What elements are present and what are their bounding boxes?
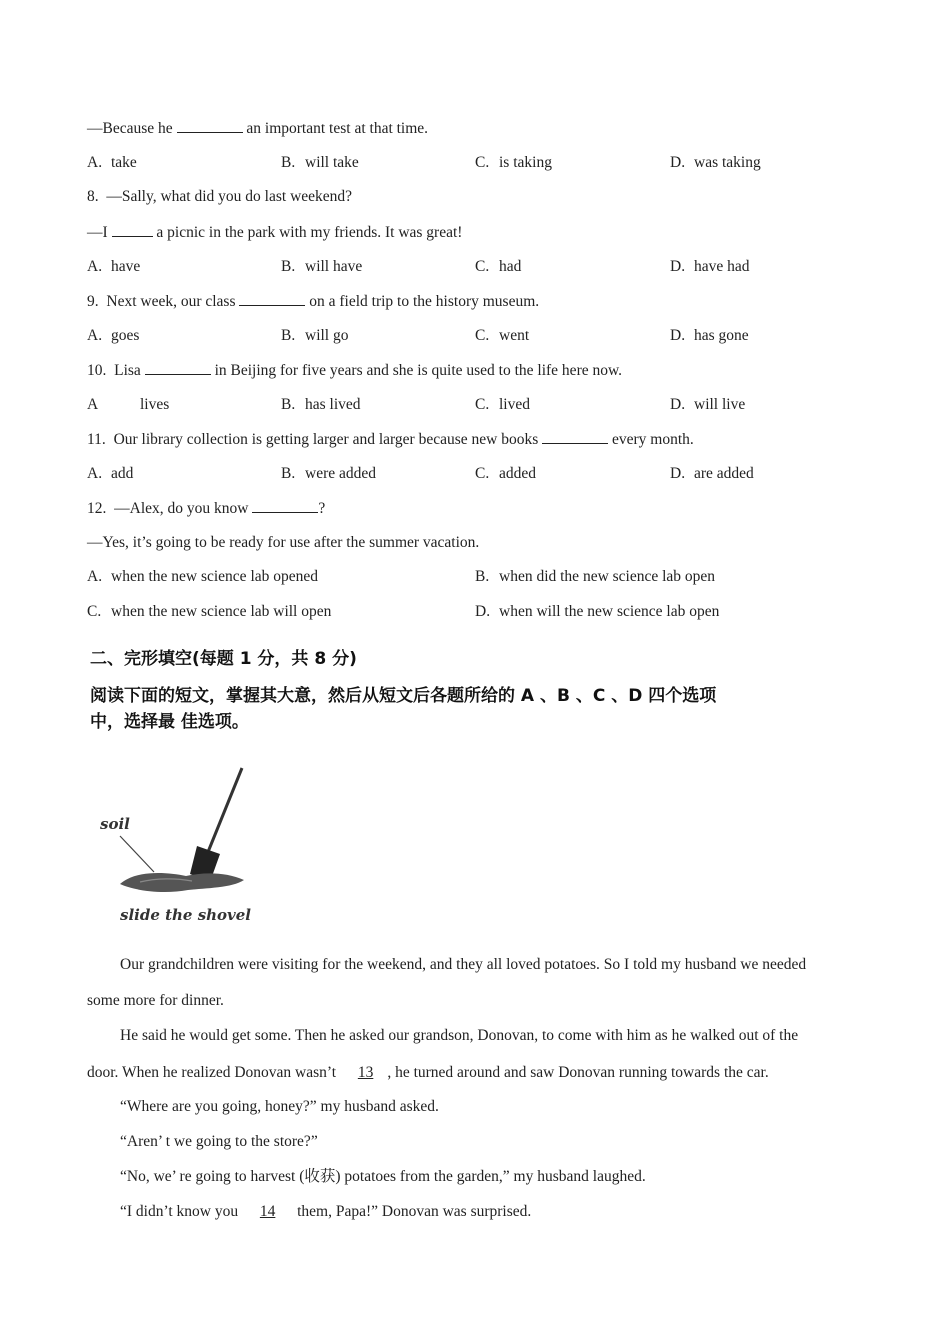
- q7-option-b: B. will take: [281, 154, 359, 171]
- passage-p1-line2: some more for dinner.: [87, 992, 224, 1009]
- answer-blank: [177, 118, 243, 133]
- q9-stem: 9. Next week, our class on a field trip to the history museum.: [87, 293, 540, 310]
- q10-option-b: B. has lived: [281, 396, 361, 413]
- q9-option-b: B. will go: [281, 327, 349, 344]
- q12-option-d: D. when will the new science lab open: [475, 603, 720, 620]
- q10-stem: 10. Lisa in Beijing for five years and she is quite used to the life here now.: [87, 362, 623, 379]
- figure-label-soil: soil: [100, 815, 130, 833]
- answer-blank: [542, 429, 608, 444]
- answer-blank: [112, 222, 153, 237]
- q11-stem: 11. Our library collection is getting larger and larger because new books every month.: [87, 431, 694, 448]
- q7-option-c: C. is taking: [475, 154, 552, 171]
- shovel-illustration: [96, 760, 256, 930]
- answer-blank: [239, 291, 305, 306]
- q9-option-a: A. goes: [87, 327, 140, 344]
- cloze-blank-13: 13: [357, 1064, 374, 1081]
- pointer-line: [120, 836, 154, 872]
- passage-p2-line2: door. When he realized Donovan wasn’t 13 , he turned around and saw Donovan running towards the car.: [87, 1064, 769, 1081]
- figure-caption: slide the shovel: [120, 906, 252, 924]
- passage-p6: “I didn’t know you 14 them, Papa!” Donovan was surprised.: [120, 1203, 532, 1220]
- q11-option-b: B. were added: [281, 465, 376, 482]
- q11-option-d: D. are added: [670, 465, 754, 482]
- q10-option-d: D. will live: [670, 396, 746, 413]
- passage-p5: “No, we’ re going to harvest (收获) potatoes from the garden,” my husband laughed.: [120, 1168, 646, 1185]
- q8-line2: —I a picnic in the park with my friends. It was great!: [87, 224, 463, 241]
- passage-p3: “Where are you going, honey?” my husband asked.: [120, 1098, 439, 1115]
- q12-option-c: C. when the new science lab will open: [87, 603, 332, 620]
- passage-p1-line1: Our grandchildren were visiting for the weekend, and they all loved potatoes. So I told my husband we needed: [120, 956, 807, 973]
- answer-blank: [252, 498, 318, 513]
- q8-option-a: A. have: [87, 258, 141, 275]
- q11-option-c: C. added: [475, 465, 537, 482]
- passage-p2-line1: He said he would get some. Then he asked our grandson, Donovan, to come with him as he walked out of the: [120, 1027, 799, 1044]
- answer-blank: [145, 360, 211, 375]
- q8-option-d: D. have had: [670, 258, 750, 275]
- section-instruction-line2: 中，选择最 佳选项。: [90, 712, 249, 732]
- q9-option-d: D. has gone: [670, 327, 749, 344]
- q7-option-d: D. was taking: [670, 154, 761, 171]
- q12-option-b: B. when did the new science lab open: [475, 568, 716, 585]
- q7-option-a: A. take: [87, 154, 137, 171]
- section-instruction-line1: 阅读下面的短文，掌握其大意，然后从短文后各题所给的 A 、B 、C 、D 四个选项: [90, 686, 717, 706]
- q8-option-c: C. had: [475, 258, 522, 275]
- q7-line2: —Because he an important test at that time.: [87, 120, 429, 137]
- cloze-blank-14: 14: [259, 1203, 276, 1220]
- shovel-handle: [208, 768, 242, 852]
- section-title: 二、完形填空(每题 1 分，共 8 分): [90, 649, 357, 669]
- q10-option-a: A lives: [87, 396, 170, 413]
- q12-stem: 12. —Alex, do you know ?: [87, 500, 326, 517]
- q8-option-b: B. will have: [281, 258, 363, 275]
- q10-option-c: C. lived: [475, 396, 530, 413]
- q9-option-c: C. went: [475, 327, 530, 344]
- q12-option-a: A. when the new science lab opened: [87, 568, 319, 585]
- q12-line2: —Yes, it’s going to be ready for use after the summer vacation.: [87, 534, 480, 551]
- passage-p4: “Aren’ t we going to the store?”: [120, 1133, 318, 1150]
- q11-option-a: A. add: [87, 465, 134, 482]
- q8-stem: 8. —Sally, what did you do last weekend?: [87, 188, 353, 205]
- soil-mound: [120, 873, 244, 892]
